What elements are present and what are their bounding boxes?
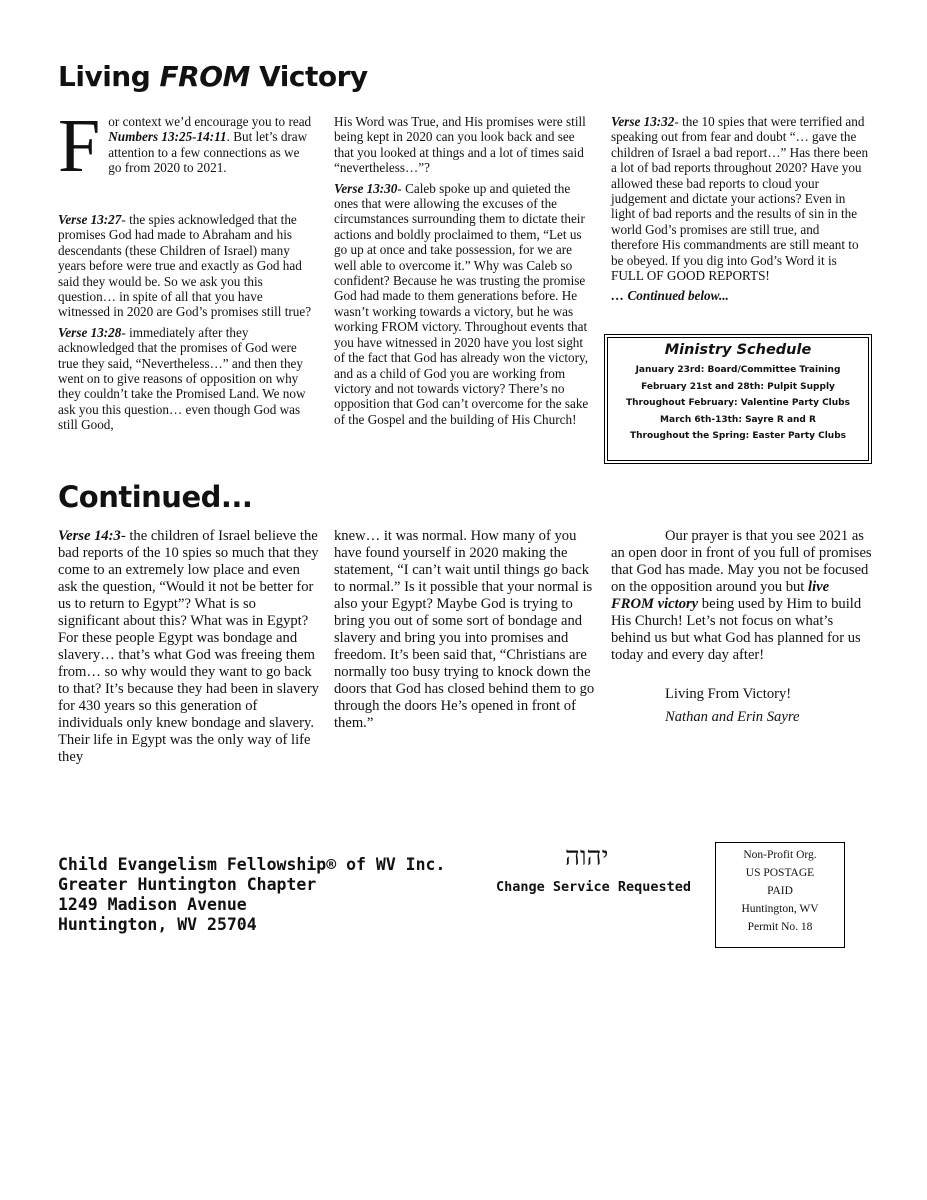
postage-line: Permit No. 18 [747, 921, 813, 933]
postage-line: US POSTAGE [745, 867, 815, 879]
continued-below-note: … Continued below... [611, 288, 729, 304]
verse-13-27-paragraph: Verse 13:27- the spies acknowledged that the promises God had made to Abraham and his descendants (these Children of Israel) many years before were true and exactly as God had said they would be. So we ask you this question… in spite of all that you have witnessed in 2020 are God’s promises still true? [58, 212, 312, 320]
return-address [58, 855, 445, 935]
address-line: Child Evangelism Fellowship® of WV Inc. [58, 855, 446, 874]
continued-column-2 [334, 528, 596, 732]
verse-13-32-paragraph: Verse 13:32- the 10 spies that were terrified and speaking out from fear and doubt “… gave the children of Israel a bad report…” Has there been a lot of bad reports throughout 2020? Have you allowed these bad reports to cloud your judgement and dictate your actions? Even in light of bad reports and the results of sin in the world God’s promises are still true, and therefore His commandments are still meant to be obeyed. If you dig into God’s Word it is FULL OF GOOD REPORTS! [611, 114, 869, 284]
schedule-item: Throughout February: Valentine Party Clubs [626, 398, 850, 408]
schedule-title: Ministry Schedule [664, 342, 812, 358]
schedule-list [608, 362, 868, 445]
article-column-3 [611, 114, 869, 309]
verse-13-28-paragraph: Verse 13:28- immediately after they acknowledged that the promises of God were true they said, “Nevertheless…” and then they went on to give reasons of opposition on why they couldn’t take the Promised Land. We now ask you this question… even though God was still Good, [58, 324, 306, 433]
schedule-item: Throughout the Spring: Easter Party Clubs [629, 431, 847, 441]
address-line: Huntington, WV 25704 [58, 915, 257, 934]
continued-column-3 [611, 528, 873, 726]
postage-indicia-box [715, 842, 845, 948]
article-title: Living FROM Victory [58, 60, 368, 93]
address-line: 1249 Madison Avenue [58, 895, 247, 914]
continued-column-1 [58, 528, 320, 766]
drop-cap: F [58, 104, 101, 188]
schedule-item: January 23rd: Board/Committee Training [635, 365, 841, 375]
postage-line: PAID [767, 885, 793, 897]
change-service-requested: Change Service Requested [496, 879, 692, 895]
address-line: Greater Huntington Chapter [58, 875, 317, 894]
ministry-schedule-box [607, 337, 869, 461]
hebrew-name: יהוה [565, 842, 609, 872]
article-column-1 [58, 104, 314, 438]
postage-line: Non-Profit Org. [743, 849, 817, 861]
normal-paragraph: knew… it was normal. How many of you have found yourself in 2020 making the statement, “I can’t wait until things go back to normal.” Is it possible that your normal is also your Egypt? Maybe God is trying to bring you out of some sort of bondage and slavery and bring you into promises and freedom. It’s been said that, “Christians are normally too busy trying to knock down the doors that God has closed behind them to go through the doors He’s opened in front of them.” [334, 528, 595, 731]
continued-paragraph: His Word was True, and His promises were still being kept in 2020 can you look back and see that you looked at things and a lot of times said “nevertheless…”? [334, 114, 586, 176]
article-column-2 [334, 114, 592, 432]
signoff-text: Living From Victory! [665, 686, 792, 702]
continued-heading: Continued... [58, 480, 253, 514]
intro-paragraph: For context we’d encourage you to read Numbers 13:25-14:11. But let’s draw attention to a few connections as we go from 2020 to 2021. [58, 104, 312, 188]
schedule-item: February 21st and 28th: Pulpit Supply [641, 381, 835, 392]
postage-line: Huntington, WV [741, 903, 819, 915]
signature-text: Nathan and Erin Sayre [665, 709, 800, 725]
verse-14-3-paragraph: Verse 14:3- the children of Israel believe the bad reports of the 10 spies so much that they come to an extremely low place and even ask the question, “Would it not be better for us to return to Egypt”? What is so significant about this? What was in Egypt? For these people Egypt was bondage and slavery… that’s what God was freeing them from… so why would they want to go back to that? It’s because they had been in slavery for 430 years so this generation of individuals only knew bondage and slavery. Their life in Egypt was the only way of life they [58, 528, 319, 765]
verse-13-30-paragraph: Verse 13:30- Caleb spoke up and quieted the ones that were allowing the excuses of the circumstances surrounding them to dictate their actions and boldly proclaimed to them, “Let us go up at once and take possession, for we are well able to overcome it.” Why was Caleb so confident? Because he was trusting the promise God had made to them generations before. He wasn’t working towards a victory, but he was working FROM victory. Throughout events that you have witnessed in 2020 have you lost sight of the fact that God has already won the victory, and as a child of God you are working from victory and not towards victory? There’s no opposition that God can’t overcome for the sake of the Gospel and the building of His Church! [334, 180, 589, 427]
schedule-item: March 6th-13th: Sayre R and R [660, 414, 816, 425]
prayer-paragraph: Our prayer is that you see 2021 as an open door in front of you full of promises that God has made. May you not be focused on the opposition around you but live FROM victory being used by Him to build His Church! Let’s not focus on what’s behind us but what God has planned for us today and every day after! [611, 528, 872, 663]
